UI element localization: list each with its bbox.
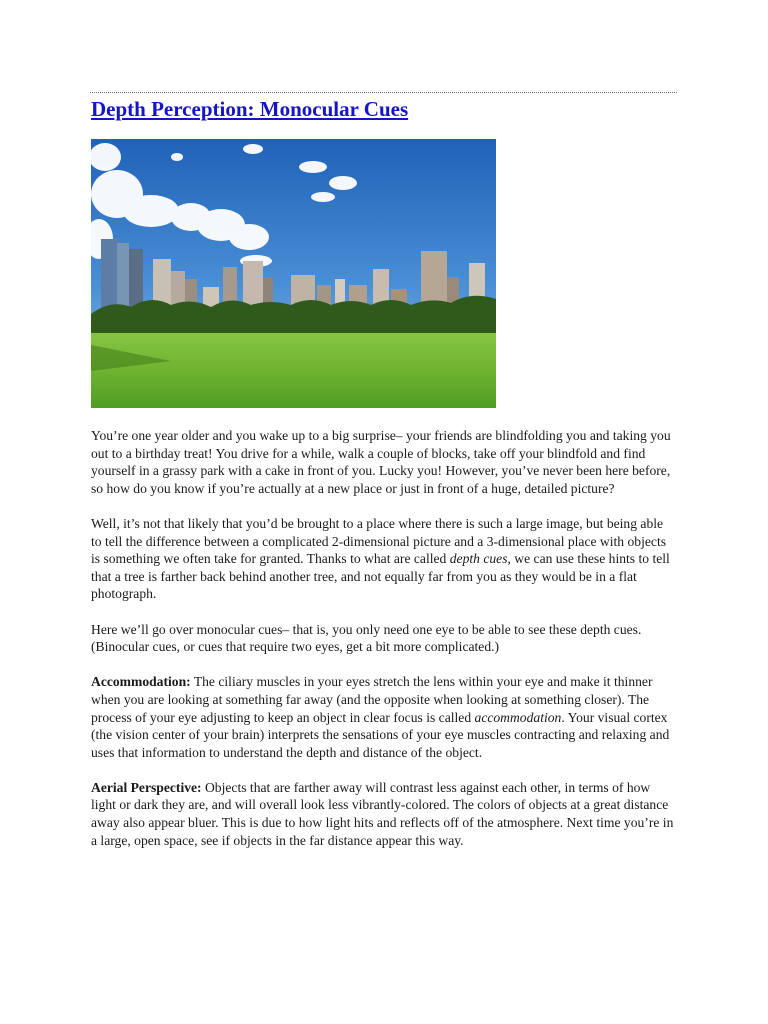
article-body: [91, 427, 676, 867]
page-title[interactable]: Depth Perception: Monocular Cues: [91, 97, 409, 121]
accommodation-paragraph: Accommodation: The ciliary muscles in your eyes stretch the lens within your eye and make it thinner when you are looking at something far away (and the opposite when looking at something closer). The process of your eye adjusting to keep an object in clear focus is called accommodation. Your visual cortex (the vision center of your brain) interprets the sensations of your eye muscles contracting and relaxing and uses that information to understand the depth and distance of the object.: [91, 674, 670, 760]
accommodation-term: accommodation: [474, 709, 562, 725]
depth-cues-term: depth cues: [449, 551, 508, 567]
accommodation-heading: Accommodation:: [91, 674, 191, 690]
depth-cues-paragraph: Well, it’s not that likely that you’d be brought to a place where there is such a large image, but being able to tell the difference between a complicated 2-dimensional picture and a 3-dimensional place with objects is something we often take for granted. Thanks to what are called depth cues, we can use these hints to tell that a tree is farther back behind another tree, and not equally far from you as they would be in a flat photograph.: [91, 515, 670, 602]
aerial-perspective-heading: Aerial Perspective:: [91, 779, 202, 795]
monocular-cues-paragraph: Here we’ll go over monocular cues– that is, you only need one eye to be able to see these depth cues. (Binocular cues, or cues that require two eyes, get a bit more complicated.): [91, 621, 642, 655]
top-divider: [90, 92, 677, 93]
park-skyline-photo: [91, 139, 496, 408]
intro-paragraph: You’re one year older and you wake up to a big surprise– your friends are blindfolding you and taking you out to a birthday treat! You drive for a while, walk a couple of blocks, take off your blindfold and find yourself in a grassy park with a cake in front of you. Lucky you! However, you’ve never been here before, so how do you know if you’re actually at a new place or just in front of a huge, detailed picture?: [91, 428, 671, 496]
aerial-perspective-paragraph: Aerial Perspective: Objects that are farther away will contrast less against each other, in terms of how light or dark they are, and will overall look less vibrantly-colored. The colors of objects at a great distance away also appear bluer. This is due to how light hits and reflects off of the atmosphere. Next time you’re in a large, open space, see if objects in the far distance appear this way.: [91, 779, 674, 848]
